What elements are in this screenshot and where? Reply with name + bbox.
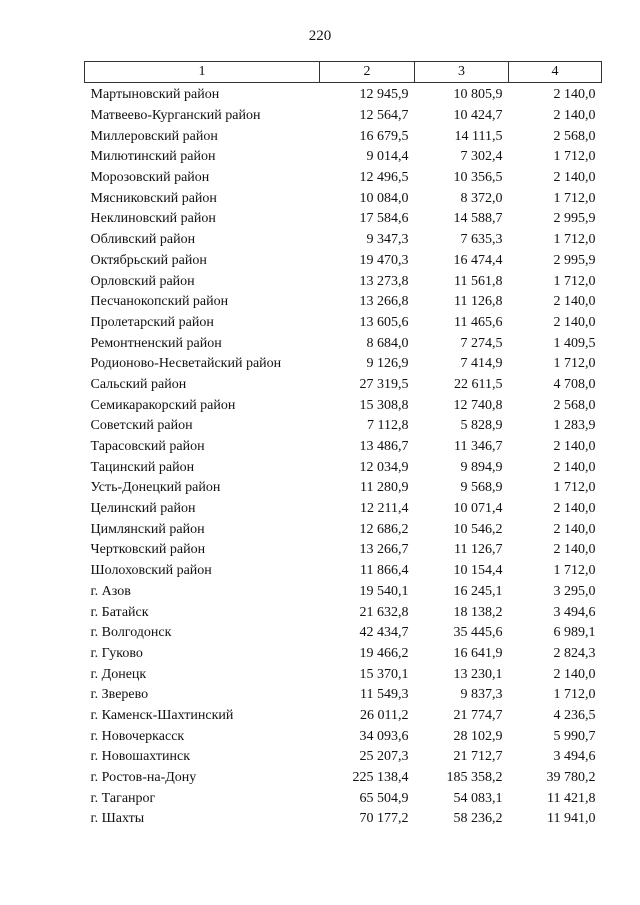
table-row (85, 333, 602, 354)
region-name-cell: г. Волгодонск (90, 625, 172, 641)
value-col-2-cell: 15 308,8 (359, 397, 409, 413)
value-col-2-cell: 8 684,0 (366, 335, 409, 351)
region-name-cell: г. Новошахтинск (90, 749, 191, 765)
value-col-4-cell: 2 140,0 (553, 542, 596, 558)
value-col-4-cell: 1 712,0 (553, 273, 596, 289)
value-col-3-cell: 54 083,1 (453, 790, 503, 806)
table-row (85, 623, 602, 644)
value-col-2-cell: 16 679,5 (359, 128, 409, 144)
value-col-3-cell: 16 474,4 (453, 252, 503, 268)
value-col-3-cell: 7 414,9 (460, 356, 503, 372)
region-name-cell: Шолоховский район (90, 563, 212, 579)
value-col-4-cell: 1 712,0 (553, 356, 596, 372)
table-row (85, 83, 602, 106)
region-name-cell: Семикаракорский район (90, 397, 236, 413)
value-col-2-cell: 11 866,4 (360, 563, 409, 579)
value-col-3-cell: 12 740,8 (453, 397, 503, 413)
value-col-2-cell: 15 370,1 (359, 666, 409, 682)
region-name-cell: Тарасовский район (90, 439, 205, 455)
value-col-3-cell: 28 102,9 (453, 728, 503, 744)
value-col-3-cell: 21 712,7 (453, 749, 503, 765)
column-header-2: 2 (320, 62, 415, 83)
region-name-cell: г. Шахты (90, 811, 145, 827)
table-row (85, 271, 602, 292)
table-row (85, 499, 602, 520)
table-row (85, 644, 602, 665)
region-name-cell: г. Батайск (90, 604, 149, 620)
table-row (85, 251, 602, 272)
table-row (85, 788, 602, 809)
value-col-2-cell: 13 266,7 (359, 542, 409, 558)
value-col-3-cell: 11 346,7 (454, 439, 503, 455)
table-body (85, 83, 602, 830)
region-name-cell: Целинский район (90, 501, 196, 517)
value-col-3-cell: 9 837,3 (460, 687, 503, 703)
column-header-4: 4 (509, 62, 602, 83)
table-row (85, 747, 602, 768)
value-col-3-cell: 10 154,4 (453, 563, 503, 579)
value-col-3-cell: 14 588,7 (453, 211, 503, 227)
value-col-4-cell: 6 989,1 (553, 625, 596, 641)
table-row (85, 726, 602, 747)
value-col-4-cell: 3 494,6 (553, 749, 596, 765)
value-col-3-cell: 7 274,5 (460, 335, 503, 351)
value-col-4-cell: 2 140,0 (553, 521, 596, 537)
table-row (85, 540, 602, 561)
region-name-cell: Советский район (90, 418, 193, 434)
column-header-1: 1 (85, 62, 320, 83)
value-col-4-cell: 1 712,0 (553, 190, 596, 206)
value-col-4-cell: 2 140,0 (553, 314, 596, 330)
value-col-2-cell: 13 605,6 (359, 314, 409, 330)
table-row (85, 602, 602, 623)
table-row (85, 809, 602, 830)
value-col-3-cell: 7 302,4 (460, 149, 503, 165)
value-col-4-cell: 2 140,0 (553, 439, 596, 455)
region-name-cell: г. Донецк (90, 666, 147, 682)
value-col-2-cell: 25 207,3 (359, 749, 409, 765)
region-name-cell: г. Гуково (90, 645, 143, 661)
region-name-cell: Усть-Донецкий район (90, 480, 221, 496)
value-col-3-cell: 7 635,3 (460, 232, 503, 248)
value-col-4-cell: 1 409,5 (553, 335, 596, 351)
table-row (85, 354, 602, 375)
value-col-2-cell: 12 211,4 (360, 501, 409, 517)
table-row (85, 478, 602, 499)
value-col-3-cell: 16 641,9 (453, 645, 503, 661)
value-col-4-cell: 2 995,9 (553, 252, 596, 268)
value-col-2-cell: 11 280,9 (360, 480, 409, 496)
region-name-cell: Октябрьский район (90, 252, 207, 268)
table-row (85, 561, 602, 582)
table-row (85, 168, 602, 189)
value-col-4-cell: 2 140,0 (553, 108, 596, 124)
value-col-3-cell: 14 111,5 (454, 128, 503, 144)
region-name-cell: г. Азов (90, 583, 131, 599)
value-col-2-cell: 70 177,2 (359, 811, 409, 827)
value-col-2-cell: 13 266,8 (359, 294, 409, 310)
value-col-3-cell: 11 126,7 (454, 542, 503, 558)
value-col-2-cell: 225 138,4 (352, 770, 409, 786)
table-row (85, 395, 602, 416)
value-col-4-cell: 2 140,0 (553, 170, 596, 186)
value-col-3-cell: 13 230,1 (453, 666, 503, 682)
value-col-2-cell: 9 347,3 (366, 232, 409, 248)
region-name-cell: г. Зверево (90, 687, 149, 703)
region-name-cell: Чертковский район (90, 542, 206, 558)
value-col-2-cell: 9 014,4 (366, 149, 409, 165)
region-name-cell: Тацинский район (90, 459, 195, 475)
region-name-cell: Родионово-Несветайский район (90, 356, 282, 372)
value-col-2-cell: 21 632,8 (359, 604, 409, 620)
value-col-4-cell: 1 283,9 (553, 418, 596, 434)
region-name-cell: г. Ростов-на-Дону (90, 770, 197, 786)
table-row (85, 706, 602, 727)
table-row (85, 292, 602, 313)
value-col-2-cell: 11 549,3 (360, 687, 409, 703)
value-col-4-cell: 2 140,0 (553, 501, 596, 517)
value-col-2-cell: 12 945,9 (359, 87, 409, 103)
region-name-cell: г. Каменск-Шахтинский (90, 707, 234, 723)
value-col-3-cell: 35 445,6 (453, 625, 503, 641)
value-col-4-cell: 3 295,0 (553, 583, 596, 599)
value-col-2-cell: 7 112,8 (367, 418, 409, 434)
region-name-cell: Мясниковский район (90, 190, 217, 206)
table-row (85, 685, 602, 706)
value-col-2-cell: 10 084,0 (359, 190, 409, 206)
value-col-2-cell: 13 273,8 (359, 273, 409, 289)
value-col-2-cell: 19 540,1 (359, 583, 409, 599)
table-row (85, 519, 602, 540)
value-col-4-cell: 1 712,0 (553, 149, 596, 165)
value-col-3-cell: 10 546,2 (453, 521, 503, 537)
value-col-4-cell: 1 712,0 (553, 232, 596, 248)
table-row (85, 313, 602, 334)
value-col-4-cell: 3 494,6 (553, 604, 596, 620)
value-col-2-cell: 19 466,2 (359, 645, 409, 661)
region-name-cell: Цимлянский район (90, 521, 205, 537)
table-row (85, 768, 602, 789)
value-col-2-cell: 13 486,7 (359, 439, 409, 455)
value-col-4-cell: 2 568,0 (553, 128, 596, 144)
table-row (85, 416, 602, 437)
table-row (85, 582, 602, 603)
value-col-4-cell: 2 824,3 (553, 645, 596, 661)
region-name-cell: Обливский район (90, 232, 196, 248)
value-col-2-cell: 12 686,2 (359, 521, 409, 537)
value-col-3-cell: 22 611,5 (454, 376, 503, 392)
region-name-cell: Песчанокопский район (90, 294, 229, 310)
value-col-2-cell: 65 504,9 (359, 790, 409, 806)
table-row (85, 147, 602, 168)
value-col-2-cell: 26 011,2 (360, 707, 409, 723)
region-name-cell: Пролетарский район (90, 314, 214, 330)
region-name-cell: Неклиновский район (90, 211, 216, 227)
value-col-4-cell: 2 140,0 (553, 294, 596, 310)
region-name-cell: Морозовский район (90, 170, 210, 186)
value-col-3-cell: 10 356,5 (453, 170, 503, 186)
value-col-4-cell: 2 140,0 (553, 666, 596, 682)
value-col-4-cell: 39 780,2 (546, 770, 596, 786)
value-col-3-cell: 5 828,9 (460, 418, 503, 434)
value-col-4-cell: 11 941,0 (547, 811, 596, 827)
value-col-3-cell: 18 138,2 (453, 604, 503, 620)
value-col-4-cell: 4 236,5 (553, 707, 596, 723)
region-name-cell: Миллеровский район (90, 128, 218, 144)
region-name-cell: Матвеево-Курганский район (90, 108, 261, 124)
value-col-3-cell: 9 568,9 (460, 480, 503, 496)
value-col-2-cell: 42 434,7 (359, 625, 409, 641)
value-col-3-cell: 21 774,7 (453, 707, 503, 723)
table-row (85, 437, 602, 458)
value-col-4-cell: 5 990,7 (553, 728, 596, 744)
value-col-3-cell: 16 245,1 (453, 583, 503, 599)
value-col-4-cell: 2 995,9 (553, 211, 596, 227)
value-col-2-cell: 12 496,5 (359, 170, 409, 186)
value-col-4-cell: 1 712,0 (553, 687, 596, 703)
table-row (85, 664, 602, 685)
column-header-3: 3 (415, 62, 509, 83)
table-row (85, 230, 602, 251)
value-col-2-cell: 12 034,9 (359, 459, 409, 475)
value-col-2-cell: 27 319,5 (359, 376, 409, 392)
value-col-4-cell: 2 140,0 (553, 459, 596, 475)
value-col-4-cell: 11 421,8 (547, 790, 596, 806)
table-row (85, 457, 602, 478)
value-col-3-cell: 9 894,9 (460, 459, 503, 475)
value-col-3-cell: 8 372,0 (460, 190, 503, 206)
value-col-2-cell: 12 564,7 (359, 108, 409, 124)
value-col-4-cell: 1 712,0 (553, 563, 596, 579)
page-number: 220 (308, 28, 332, 44)
region-name-cell: Мартыновский район (90, 87, 220, 103)
region-name-cell: Сальский район (90, 376, 187, 392)
table-row (85, 106, 602, 127)
table-header-row (85, 62, 602, 83)
data-table (84, 61, 602, 830)
value-col-2-cell: 19 470,3 (359, 252, 409, 268)
value-col-2-cell: 34 093,6 (359, 728, 409, 744)
table-row (85, 375, 602, 396)
value-col-3-cell: 10 805,9 (453, 87, 503, 103)
region-name-cell: Орловский район (90, 273, 195, 289)
value-col-4-cell: 2 140,0 (553, 87, 596, 103)
value-col-4-cell: 4 708,0 (553, 376, 596, 392)
value-col-4-cell: 1 712,0 (553, 480, 596, 496)
value-col-3-cell: 10 424,7 (453, 108, 503, 124)
value-col-4-cell: 2 568,0 (553, 397, 596, 413)
table-row (85, 126, 602, 147)
region-name-cell: г. Новочеркасск (90, 728, 185, 744)
region-name-cell: Милютинский район (90, 149, 216, 165)
value-col-2-cell: 17 584,6 (359, 211, 409, 227)
region-name-cell: г. Таганрог (90, 790, 156, 806)
value-col-3-cell: 185 358,2 (446, 770, 503, 786)
value-col-3-cell: 11 561,8 (454, 273, 503, 289)
value-col-3-cell: 10 071,4 (453, 501, 503, 517)
value-col-3-cell: 11 126,8 (454, 294, 503, 310)
value-col-3-cell: 58 236,2 (453, 811, 503, 827)
table-row (85, 209, 602, 230)
value-col-2-cell: 9 126,9 (366, 356, 409, 372)
region-name-cell: Ремонтненский район (90, 335, 222, 351)
value-col-3-cell: 11 465,6 (454, 314, 503, 330)
table-row (85, 188, 602, 209)
